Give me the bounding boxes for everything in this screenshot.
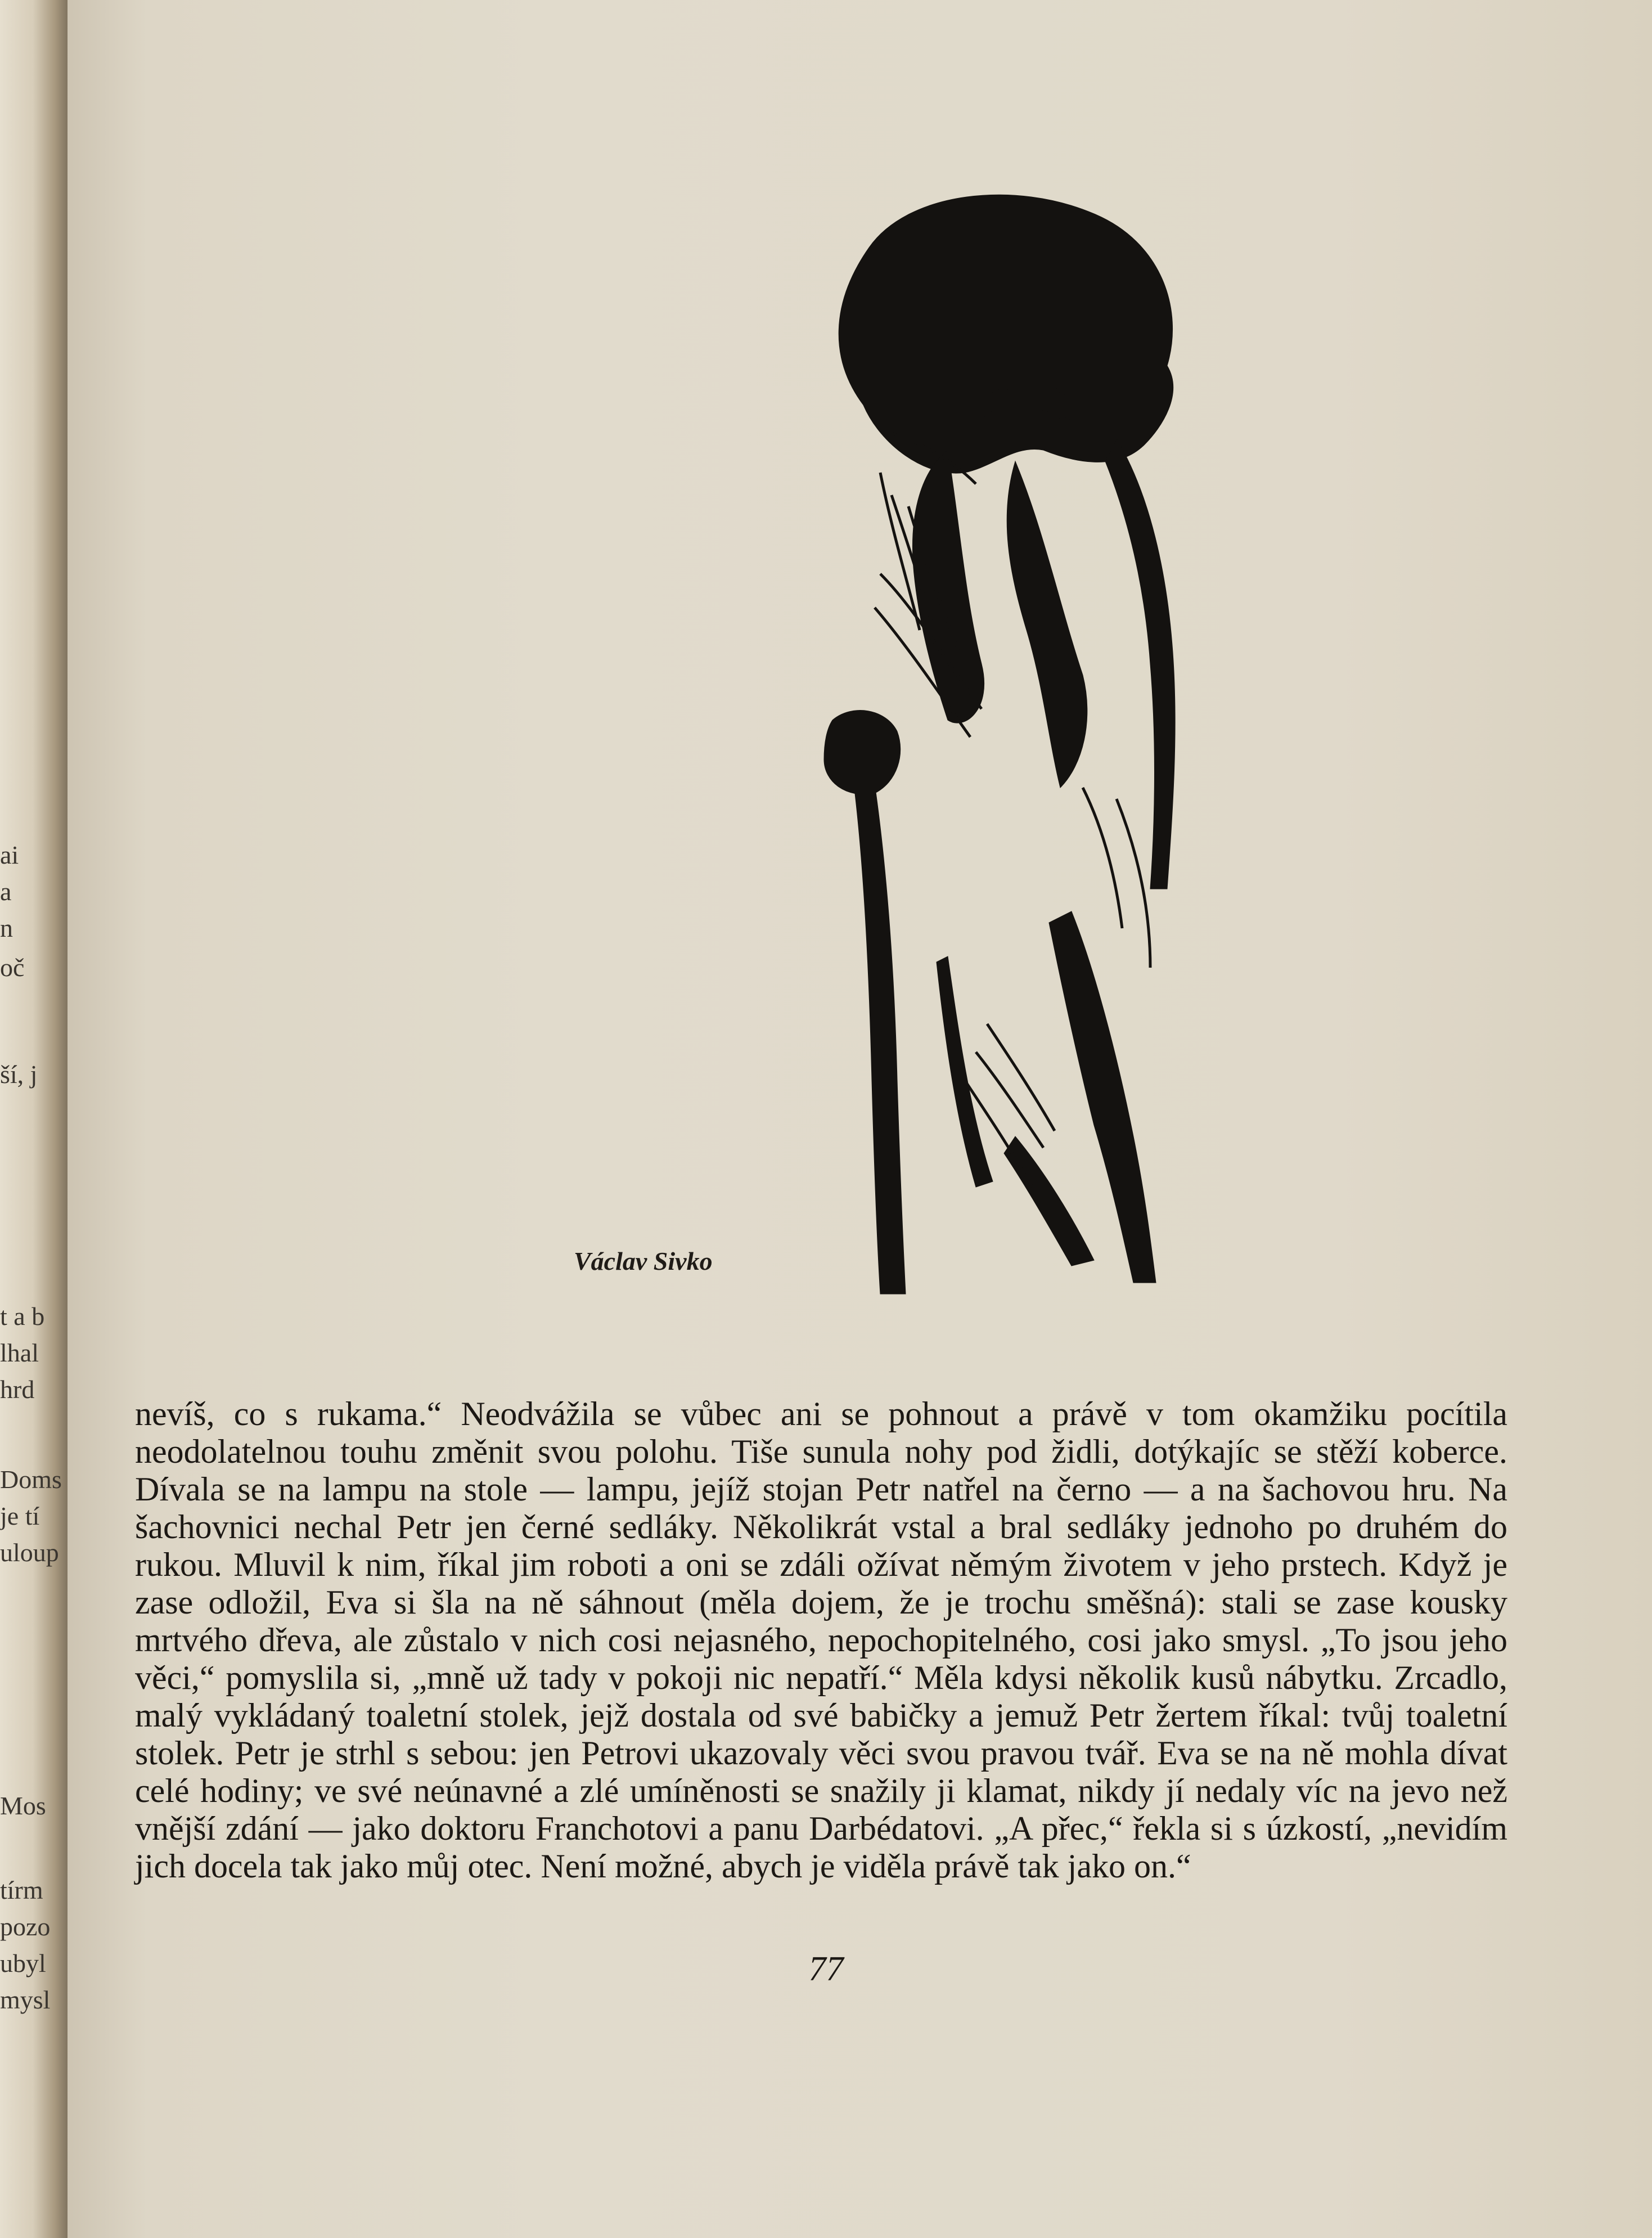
gutter-fragment: Mos [0, 1791, 46, 1820]
body-text [135, 1395, 1507, 1885]
ink-drawing-illustration [779, 180, 1218, 1300]
book-page [67, 0, 1652, 2238]
gutter-fragment: n [0, 914, 13, 942]
gutter-fragment: a [0, 877, 12, 906]
gutter-fragment: mysl [0, 1985, 51, 2014]
gutter-fragment: tírm [0, 1876, 43, 1904]
gutter-fragment: ulouр [0, 1538, 59, 1567]
gutter-fragment: je tí [0, 1502, 40, 1530]
gutter-fragment: Doms [0, 1465, 62, 1494]
opposite-page-edge [0, 0, 73, 2238]
page-number: 77 [808, 1950, 844, 1988]
illustration-caption: Václav Sivko [574, 1247, 713, 1275]
gutter-fragment: hrd [0, 1375, 35, 1404]
gutter-fragment: lhal [0, 1338, 39, 1367]
gutter-fragment: ší, j [0, 1060, 38, 1089]
gutter-fragment: ubyl [0, 1949, 46, 1978]
body-paragraph: nevíš, co s rukama.“ Neodvážila se vůbec ani se pohnout a právě v tom okamžiku pocítila neodolatelnou touhu změnit svou polohu. Tiše sunula nohy pod židli, dotýkajíc se stěží koberce. Dívala se na lampu na stole — lampu, jejíž stojan Petr natřel na černo — a na šachovou hru. Na šachovnici nechal Petr jen černé sedláky. Několikrát vstal a bral sedláky jednoho po druhém do rukou. Mluvil k nim, říkal jim roboti a oni se zdáli ožívat němým životem v jeho prstech. Když je zase odložil, Eva si šla na ně sáhnout (měla dojem, že je trochu směšná): stali se zase kousky mrtvého dřeva, ale zůstalo v nich cosi nejasného, nepochopitelného, cosi jako smysl. „To jsou jeho věci,“ pomyslila si, „mně už tady v pokoji nic nepatří.“ Měla kdysi několik kusů nábytku. Zrcadlo, malý vykládaný toaletní stolek, jejž dostala od své babičky a jemuž Petr žertem říkal: tvůj toaletní stolek. Petr je strhl s sebou: jen Petrovi ukazovaly věci svou pravou tvář. Eva se na ně mohla dívat celé hodiny; ve své neúnavné a zlé umíněnosti se snažily ji klamat, nikdy jí nedaly víc na jevo než vnější zdání — jako doktoru Franchotovi a panu Darbédatovi. „A přec,“ řekla si s úzkostí, „nevidím jich docela tak jako můj otec. Není možné, abych je viděla právě tak jako on.“ [135, 1395, 1507, 1885]
gutter-fragment: pozo [0, 1912, 51, 1941]
gutter-fragment: ai [0, 841, 19, 869]
gutter-fragment: t a b [0, 1302, 45, 1331]
gutter-fragment: oč [0, 953, 25, 982]
